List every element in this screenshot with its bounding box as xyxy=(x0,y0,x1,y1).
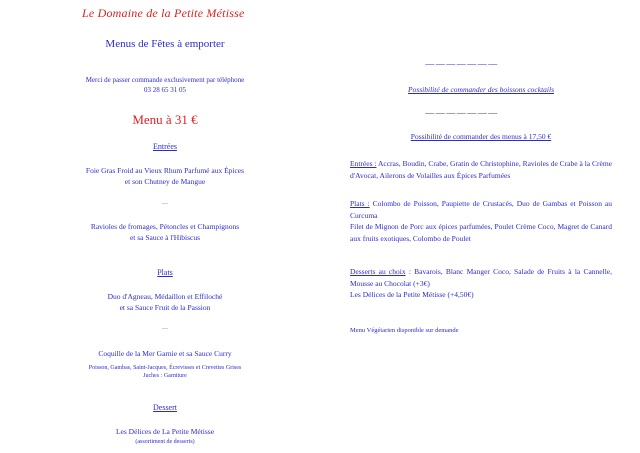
right-desserts-label: Desserts au choix xyxy=(350,267,406,276)
dish-plat-1-line2: et sa Sauce Fruit de la Passion xyxy=(119,303,211,312)
price-title: Menu à 31 € xyxy=(132,112,198,127)
menus-title: Menus de Fêtes à emporter xyxy=(105,38,225,50)
dish-plat-2-line1: Coquille de la Mer Garnie et sa Sauce Curry xyxy=(98,349,232,358)
right-entrees-label: Entrées : xyxy=(350,159,377,168)
right-plats xyxy=(350,198,612,244)
brand-title: Le Domaine de la Petite Métisse xyxy=(82,6,245,20)
right-plats-text: Colombo de Poisson, Paupiette de Crustacés, Duo de Gambas et Poisson au Curcuma xyxy=(350,199,612,220)
right-desserts-text: : Bavarois, Blanc Manger Coco, Salade de Fruits à la Cannelle, Mousse au Chocolat (+3€) xyxy=(350,267,612,288)
menu-price-link[interactable]: Possibilité de commander des menus à 17,50 € xyxy=(410,132,552,141)
dish-plat-1 xyxy=(40,291,290,313)
dish-dessert-line1: Les Délices de La Petite Métisse xyxy=(115,427,215,436)
dish-plat-2-details xyxy=(40,364,290,380)
dish-plat-1-line1: Duo d'Agneau, Médaillon et Effiloché xyxy=(107,292,223,301)
dish-plat-2 xyxy=(40,348,290,359)
dash-divider-bottom: ——————— xyxy=(425,108,499,118)
section-title-plats: Plats xyxy=(157,268,173,277)
right-entrees xyxy=(350,158,612,181)
order-note-text: Merci de passer commande exclusivement par téléphone xyxy=(85,76,245,84)
section-title-dessert: Dessert xyxy=(153,403,177,412)
dish-entree-2-line1: Ravioles de fromages, Pétoncles et Champignons xyxy=(90,222,240,231)
section-title-entrees: Entrées xyxy=(153,142,177,151)
right-desserts-text-2: Les Délices de la Petite Métisse (+4,50€) xyxy=(350,290,474,299)
order-phone: 03 28 65 31 05 xyxy=(144,86,186,94)
dish-dessert-note xyxy=(40,438,290,446)
dash-divider-top: ——————— xyxy=(425,59,499,69)
dish-entree-2-line2: et sa Sauce à l'Hibiscus xyxy=(129,233,201,242)
dish-entree-1-line1: Foie Gras Froid au Vieux Rhum Parfumé aux Épices xyxy=(85,166,245,175)
dish-dessert xyxy=(40,426,290,437)
separator: — xyxy=(162,326,168,332)
dish-entree-2 xyxy=(40,221,290,243)
dish-entree-1 xyxy=(40,165,290,187)
separator: — xyxy=(162,201,168,207)
dish-plat-2-line2: Poisson, Gambas, Saint-Jacques, Écrevisses et Crevettes Grises xyxy=(88,365,242,371)
dish-entree-1-line2: et son Chutney de Mangue xyxy=(124,177,206,186)
right-plats-label: Plats : xyxy=(350,199,370,208)
right-entrees-text: Accras, Boudin, Crabe, Gratin de Christophine, Ravioles de Crabe à la Crème d'Avocat, Ailerons de Volailles aux Épices Parfumées xyxy=(350,159,612,180)
right-desserts xyxy=(350,266,612,301)
dish-plat-2-line3: Juches : Garniture xyxy=(143,373,187,379)
right-plats-text-2: Filet de Mignon de Porc aux épices parfumées, Poulet Crème Coco, Magret de Canard aux fruits exotiques, Colombo de Poulet xyxy=(350,222,612,243)
order-note xyxy=(40,75,290,95)
dish-dessert-line2: (assortiment de desserts) xyxy=(135,439,195,445)
vegetarian-note: Menu Végétarien disponible sur demande xyxy=(350,327,459,334)
drinks-link[interactable]: Possibilité de commander des boissons cocktails xyxy=(407,85,555,94)
